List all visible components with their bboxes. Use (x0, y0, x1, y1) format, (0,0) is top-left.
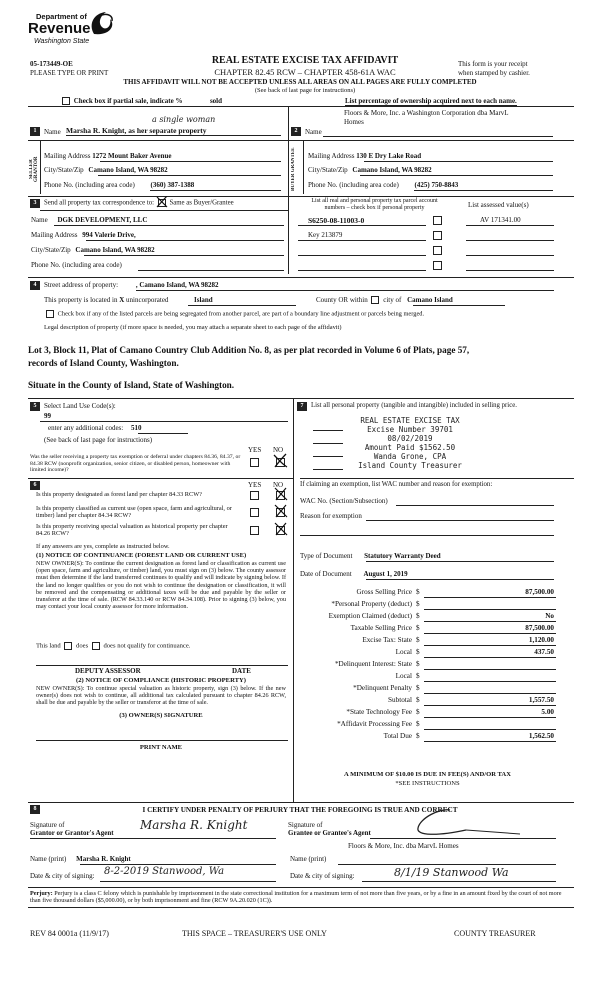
tax-corr-city-row (31, 246, 155, 254)
grantor-name-label: Name (print) (30, 855, 67, 863)
please-type: PLEASE TYPE OR PRINT (30, 69, 109, 77)
seller-side-label: SELLER GRANTOR (29, 156, 39, 182)
check-x-icon (274, 487, 288, 501)
stamp-line-1: REAL ESTATE EXCISE TAX (360, 416, 460, 425)
seller-mailing-row (44, 152, 172, 160)
calc-row-label: *Delinquent Interest: State (334, 660, 412, 668)
city-of-label: city of (383, 296, 402, 304)
perjury-statement (30, 890, 570, 905)
section-2-badge: 2 (291, 127, 301, 136)
form-id: 05-173449-OE (30, 60, 73, 68)
grantor-date-label: Date & city of signing: (30, 872, 95, 880)
buyer-name-line1: Floors & More, Inc. a Washington Corporation dba MarvL (344, 109, 509, 117)
calc-row-currency: $ (416, 672, 420, 680)
calc-row-currency: $ (416, 612, 420, 620)
same-as-buyer-label: Same as Buyer/Grantee (169, 199, 234, 207)
parcel-4-personal-checkbox[interactable] (433, 261, 442, 270)
buyer-side-label: BUYER GRANTEE (291, 147, 296, 191)
exempt-yes-checkbox[interactable] (250, 458, 259, 467)
parcel-2-personal-checkbox[interactable] (433, 231, 442, 240)
check-x-icon (274, 522, 288, 536)
legal-line-2: records of Island County, Washington. (28, 358, 179, 368)
county-or-label: County OR within (316, 296, 368, 304)
see-back-note: (See back of last page for instructions) (254, 87, 356, 94)
notice-2-body: NEW OWNER(S): To continue special valuation as historic property, sign (3) below. If the new owner(s) does not wish to continue, all additional tax calculated pursuant to chapter 84.26 RCW, shall be due and payable by the seller or transferor at the time of sale. (36, 685, 286, 707)
does-not-label: does not qualify for continuance. (103, 642, 191, 650)
receipt-note-1: This form is your receipt (458, 60, 528, 68)
partial-sale-checkbox[interactable] (62, 97, 70, 105)
doc-date-value: August 1, 2019 (363, 570, 408, 578)
calc-row-currency: $ (416, 708, 420, 716)
partial-sale-label: Check box if partial sale, indicate % (73, 97, 183, 105)
wac-claim-label: If claiming an exemption, list WAC number and reason for exemption: (300, 481, 493, 488)
seller-phone-row (44, 181, 194, 189)
partial-sale-sold: sold (209, 97, 223, 105)
assessed-header: List assessed value(s) (468, 201, 529, 209)
grantor-signature: Marsha R. Knight (140, 818, 248, 832)
calc-row-label: Total Due (383, 732, 412, 740)
s6-if-yes: If any answers are yes, complete as instructed below. (36, 543, 170, 550)
section-4-badge: 4 (30, 281, 40, 290)
section-3-badge: 3 (30, 199, 40, 208)
tax-corr-mailing-label: Mailing Address (31, 231, 78, 239)
calc-row-currency: $ (416, 624, 420, 632)
tax-corr-city-value: Camano Island, WA 98282 (75, 246, 155, 254)
stamp-line-6: Island County Treasurer (358, 461, 462, 470)
see-instructions-note: *SEE INSTRUCTIONS (395, 780, 460, 787)
legal-label: Legal description of property (if more space is needed, you may attach a separate sheet to each page of the affidavit) (44, 324, 342, 331)
tax-corr-phone-label: Phone No. (including area code) (31, 261, 122, 269)
located-x: X (119, 296, 125, 304)
doc-type-value: Statutory Warranty Deed (364, 552, 441, 560)
same-as-buyer-checkbox[interactable] (158, 199, 166, 207)
grantee-sig-label-1: Signature of (288, 821, 323, 829)
additional-codes-label: enter any additional codes: (48, 424, 124, 432)
legal-line-3: Situate in the County of Island, State of Washington. (28, 380, 235, 390)
city-value: Camano Island (407, 296, 453, 304)
located-unincorporated: unincorporated (126, 296, 169, 304)
seller-name-label: Name (44, 128, 61, 136)
check-x-icon (156, 196, 168, 208)
stamp-line-2: Excise Number 39701 (367, 425, 453, 434)
parcels-header-2: numbers – check box if personal property (324, 205, 425, 211)
logo-state: Washington State (34, 38, 90, 45)
calc-row-value: 437.50 (534, 648, 554, 656)
seller-mailing-value: 1272 Mount Baker Avenue (92, 152, 172, 160)
tax-corr-mailing-value: 994 Valerie Drive, (82, 231, 136, 239)
seller-handwritten-note: a single woman (152, 115, 216, 124)
calc-row-currency: $ (416, 648, 420, 656)
s6-q3: Is this property receiving special valuation as historical property per chapter 84.26 RCW? (36, 523, 228, 537)
form-chapter: CHAPTER 82.45 RCW – CHAPTER 458-61A WAC (214, 67, 396, 77)
calc-row-currency: $ (416, 720, 420, 728)
logo-dept: Department of (36, 12, 87, 21)
receipt-note-2: when stamped by cashier. (458, 69, 530, 77)
perjury-text: Perjury is a class C felony which is punishable by imprisonment in the state correctional institution for a maximum term of not more than five years, or by a fine in an amount fixed by the court of not more than five thousand dollars ($5,000.00), or by both imprisonment and fine (RCW 9A.20.020 (1C)). (30, 890, 562, 905)
calc-row-label: *State Technology Fee (346, 708, 412, 716)
boundary-label: Check box if any of the listed parcels are being segregated from another parcel, are part of a boundary line adjustment or parcels being merged. (57, 310, 425, 318)
calc-row-currency: $ (416, 600, 420, 608)
grantor-name-row (30, 855, 131, 863)
deputy-assessor-label: DEPUTY ASSESSOR (75, 667, 141, 675)
s6-yes-header: YES (248, 481, 262, 489)
calc-row-currency: $ (416, 696, 420, 704)
stamp-line-4: Amount Paid $1562.50 (364, 443, 456, 452)
land-use-see-back: (See back of last page for instructions) (44, 436, 153, 444)
calc-row-value: 5.00 (541, 708, 554, 716)
seller-city-label: City/State/Zip (44, 166, 84, 174)
section-8-badge: 8 (30, 805, 40, 814)
grantee-company: Floors & More, Inc. dba MarvL Homes (348, 842, 459, 850)
calc-row-value: 1,557.50 (528, 696, 554, 704)
parcel-1-value: S6250-08-11003-0 (308, 216, 365, 225)
q2-no-checkbox[interactable] (276, 508, 285, 517)
notice-1-title: (1) NOTICE OF CONTINUANCE (FOREST LAND OR CURRENT USE) (36, 552, 247, 559)
calc-row-value: 87,500.00 (525, 588, 554, 596)
county-treasurer-label: COUNTY TREASURER (454, 929, 536, 938)
section-1-badge: 1 (30, 127, 40, 136)
tax-corr-name-value: DGK DEVELOPMENT, LLC (57, 216, 148, 224)
grantee-signature (410, 804, 530, 840)
street-value: , Camano Island, WA 98282 (135, 281, 219, 289)
q1-no-checkbox[interactable] (276, 491, 285, 500)
tax-corr-row (44, 199, 234, 207)
form-title: REAL ESTATE EXCISE TAX AFFIDAVIT (211, 55, 399, 66)
deputy-date-label: DATE (232, 667, 251, 675)
calc-row-label: *Personal Property (deduct) (331, 600, 412, 608)
stamp-line-5: Wanda Grone, CPA (373, 452, 447, 461)
located-row (44, 296, 168, 304)
calc-row-value: No (545, 612, 554, 620)
buyer-city-value: Camano Island, WA 98282 (352, 166, 432, 174)
calc-row-value: 1,120.00 (528, 636, 554, 644)
buyer-name-line2: Homes (344, 118, 364, 126)
this-land-row (36, 642, 190, 650)
parcels-header-1: List all real and personal property tax parcel account (311, 198, 438, 204)
not-accepted-notice: THIS AFFIDAVIT WILL NOT BE ACCEPTED UNLESS ALL AREAS ON ALL PAGES ARE FULLY COMPLETED (123, 78, 477, 86)
partial-sale-row (60, 97, 222, 105)
q1-yes-checkbox[interactable] (250, 491, 259, 500)
parcel-3-personal-checkbox[interactable] (433, 246, 442, 255)
calc-row-label: Excise Tax: State (362, 636, 412, 644)
stamp-line-3: 08/02/2019 (387, 434, 433, 443)
street-label: Street address of property: (44, 281, 119, 289)
check-x-icon (274, 504, 288, 518)
section-6-badge: 6 (30, 481, 40, 490)
s6-no-header: NO (273, 481, 284, 489)
tax-corr-label: Send all property tax correspondence to: (44, 199, 155, 207)
excise-stamp (345, 416, 475, 470)
section-7-badge: 7 (297, 402, 307, 411)
calc-row-label: Gross Selling Price (356, 588, 412, 596)
buyer-city-row (308, 166, 432, 174)
parcel-key: Key 213879 (308, 231, 343, 239)
land-use-no-header: NO (273, 446, 284, 454)
personal-property-label: List all personal property (tangible and intangible) included in selling price. (311, 402, 517, 409)
calc-row-currency: $ (416, 636, 420, 644)
grantee-date-label: Date & city of signing: (290, 872, 355, 880)
calc-row-label: Local (395, 648, 412, 656)
tax-corr-name-label: Name (31, 216, 48, 224)
perjury-label: Perjury: (30, 890, 53, 897)
additional-codes-value: 510 (130, 424, 142, 432)
seller-name-value: Marsha R. Knight, as her separate property (66, 126, 281, 136)
grantor-name-value: Marsha R. Knight (76, 855, 131, 863)
doc-type-row (300, 552, 441, 560)
calc-row-label: *Affidavit Processing Fee (337, 720, 412, 728)
buyer-mailing-value: 130 E Dry Lake Road (356, 152, 422, 160)
buyer-mailing-label: Mailing Address (308, 152, 355, 160)
land-use-code: 99 (44, 412, 51, 420)
calc-row-label: Local (395, 672, 412, 680)
assessed-1-value: AV 171341.00 (480, 216, 521, 224)
notice-1-body: NEW OWNER(S): To continue the current designation as forest land or classification as current use (open space, farm and agriculture, or timber) land, you must sign on (3) below. The county assessor must then determine if the land transferred continues to qualify and will indicate by signing below. If the land no longer qualifies or you do not wish to continue the designation or classification, it will be removed and the compensating or additional taxes will be due and payable by the seller or transferor at the time of sale. (RCW 84.33.140 or RCW 84.34.108). Prior to signing (3) below, you may contact your local county assessor for more information. (36, 560, 286, 611)
treasurer-only-note: THIS SPACE – TREASURER'S USE ONLY (182, 929, 327, 938)
buyer-phone-row (308, 181, 458, 189)
street-row (44, 281, 219, 289)
tax-corr-city-label: City/State/Zip (31, 246, 71, 254)
ownership-note: List percentage of ownership acquired next to each name. (345, 97, 517, 105)
q3-no-checkbox[interactable] (276, 526, 285, 535)
tax-corr-mailing-row (31, 231, 136, 239)
boundary-checkbox[interactable] (46, 310, 54, 318)
parcels-header (292, 198, 457, 212)
grantor-date-value: 8-2-2019 Stanwood, Wa (104, 866, 225, 877)
tax-calculation-table (300, 588, 560, 748)
boundary-row (44, 310, 424, 318)
print-name-label: PRINT NAME (139, 744, 183, 751)
grantor-sig-label-1: Signature of (30, 821, 65, 829)
does-checkbox[interactable] (64, 642, 72, 650)
seller-phone-label: Phone No. (including area code) (44, 181, 135, 189)
exempt-no-checkbox[interactable] (276, 458, 285, 467)
s6-q2: Is this property classified as current use (open space, farm and agricultural, or timber) land per chapter 84.34 RCW? (36, 505, 232, 519)
owner-sig-label: (3) OWNER(S) SIGNATURE (119, 712, 203, 719)
minimum-due-note: A MINIMUM OF $10.00 IS DUE IN FEE(S) AND/OR TAX (344, 771, 511, 778)
county-value: Island (194, 296, 213, 304)
calc-row-value: 1,562.50 (528, 732, 554, 740)
buyer-phone-label: Phone No. (including area code) (308, 181, 399, 189)
buyer-phone-value: (425) 750-8843 (414, 181, 459, 189)
doc-type-label: Type of Document (300, 552, 353, 560)
does-not-checkbox[interactable] (92, 642, 100, 650)
calc-row-label: *Delinquent Penalty (353, 684, 412, 692)
doc-date-row (300, 570, 408, 578)
calc-row-currency: $ (416, 660, 420, 668)
certify-statement: I CERTIFY UNDER PENALTY OF PERJURY THAT THE FOREGOING IS TRUE AND CORRECT (142, 806, 458, 814)
additional-codes-row (48, 424, 141, 432)
seller-phone-value: (360) 387-1388 (150, 181, 195, 189)
calc-row-label: Taxable Selling Price (350, 624, 412, 632)
calc-row-label: Exemption Claimed (deduct) (328, 612, 412, 620)
calc-row-currency: $ (416, 588, 420, 596)
calc-row-label: Subtotal (388, 696, 412, 704)
q2-yes-checkbox[interactable] (250, 508, 259, 517)
dor-logo (28, 10, 138, 52)
city-of-checkbox[interactable] (371, 296, 379, 304)
buyer-mailing-row (308, 152, 421, 160)
land-use-yes-header: YES (248, 446, 262, 454)
grantee-name-label: Name (print) (290, 855, 327, 863)
buyer-city-label: City/State/Zip (308, 166, 348, 174)
legal-line-1: Lot 3, Block 11, Plat of Camano Country Club Addition No. 8, as per plat recorded in Volume 6 of Plats, page 57, (28, 345, 470, 355)
city-of-row (316, 296, 453, 304)
buyer-name-label: Name (305, 128, 322, 136)
check-x-icon (273, 453, 288, 468)
tax-corr-name-row (31, 216, 147, 224)
grantee-sig-label-2: Grantee or Grantee's Agent (288, 829, 371, 837)
parcel-1-personal-checkbox[interactable] (433, 216, 442, 225)
calc-row-value: 87,500.00 (525, 624, 554, 632)
grantee-date-value: 8/1/19 Stanwood Wa (394, 866, 509, 879)
s6-q1: Is this property designated as forest land per chapter 84.33 RCW? (36, 491, 202, 498)
seller-city-value: Camano Island, WA 98282 (88, 166, 168, 174)
calc-row-currency: $ (416, 684, 420, 692)
land-use-label: Select Land Use Code(s): (44, 402, 116, 410)
notice-2-title: (2) NOTICE OF COMPLIANCE (HISTORIC PROPERTY) (76, 677, 246, 684)
seller-mailing-label: Mailing Address (44, 152, 91, 160)
does-label: does (76, 642, 89, 650)
logo-name: Revenue (28, 20, 91, 37)
seller-city-row (44, 166, 168, 174)
located-label: This property is located in (44, 296, 118, 304)
section-5-badge: 5 (30, 402, 40, 411)
doc-date-label: Date of Document (300, 570, 352, 578)
this-land-label: This land (36, 642, 61, 650)
grantor-sig-label-2: Grantor or Grantor's Agent (30, 829, 114, 837)
q3-yes-checkbox[interactable] (250, 526, 259, 535)
reason-label: Reason for exemption (300, 512, 362, 520)
exemption-question: Was the seller receiving a property tax exemption or deferral under chapters 84.36, 84.37, or 84.38 RCW (nonprofit organization, senior citizen, or disabled person, homeowner with limited income)? (30, 454, 241, 474)
calc-row-currency: $ (416, 732, 420, 740)
wac-label: WAC No. (Section/Subsection) (300, 497, 388, 505)
form-revision: REV 84 0001a (11/9/17) (30, 929, 109, 938)
